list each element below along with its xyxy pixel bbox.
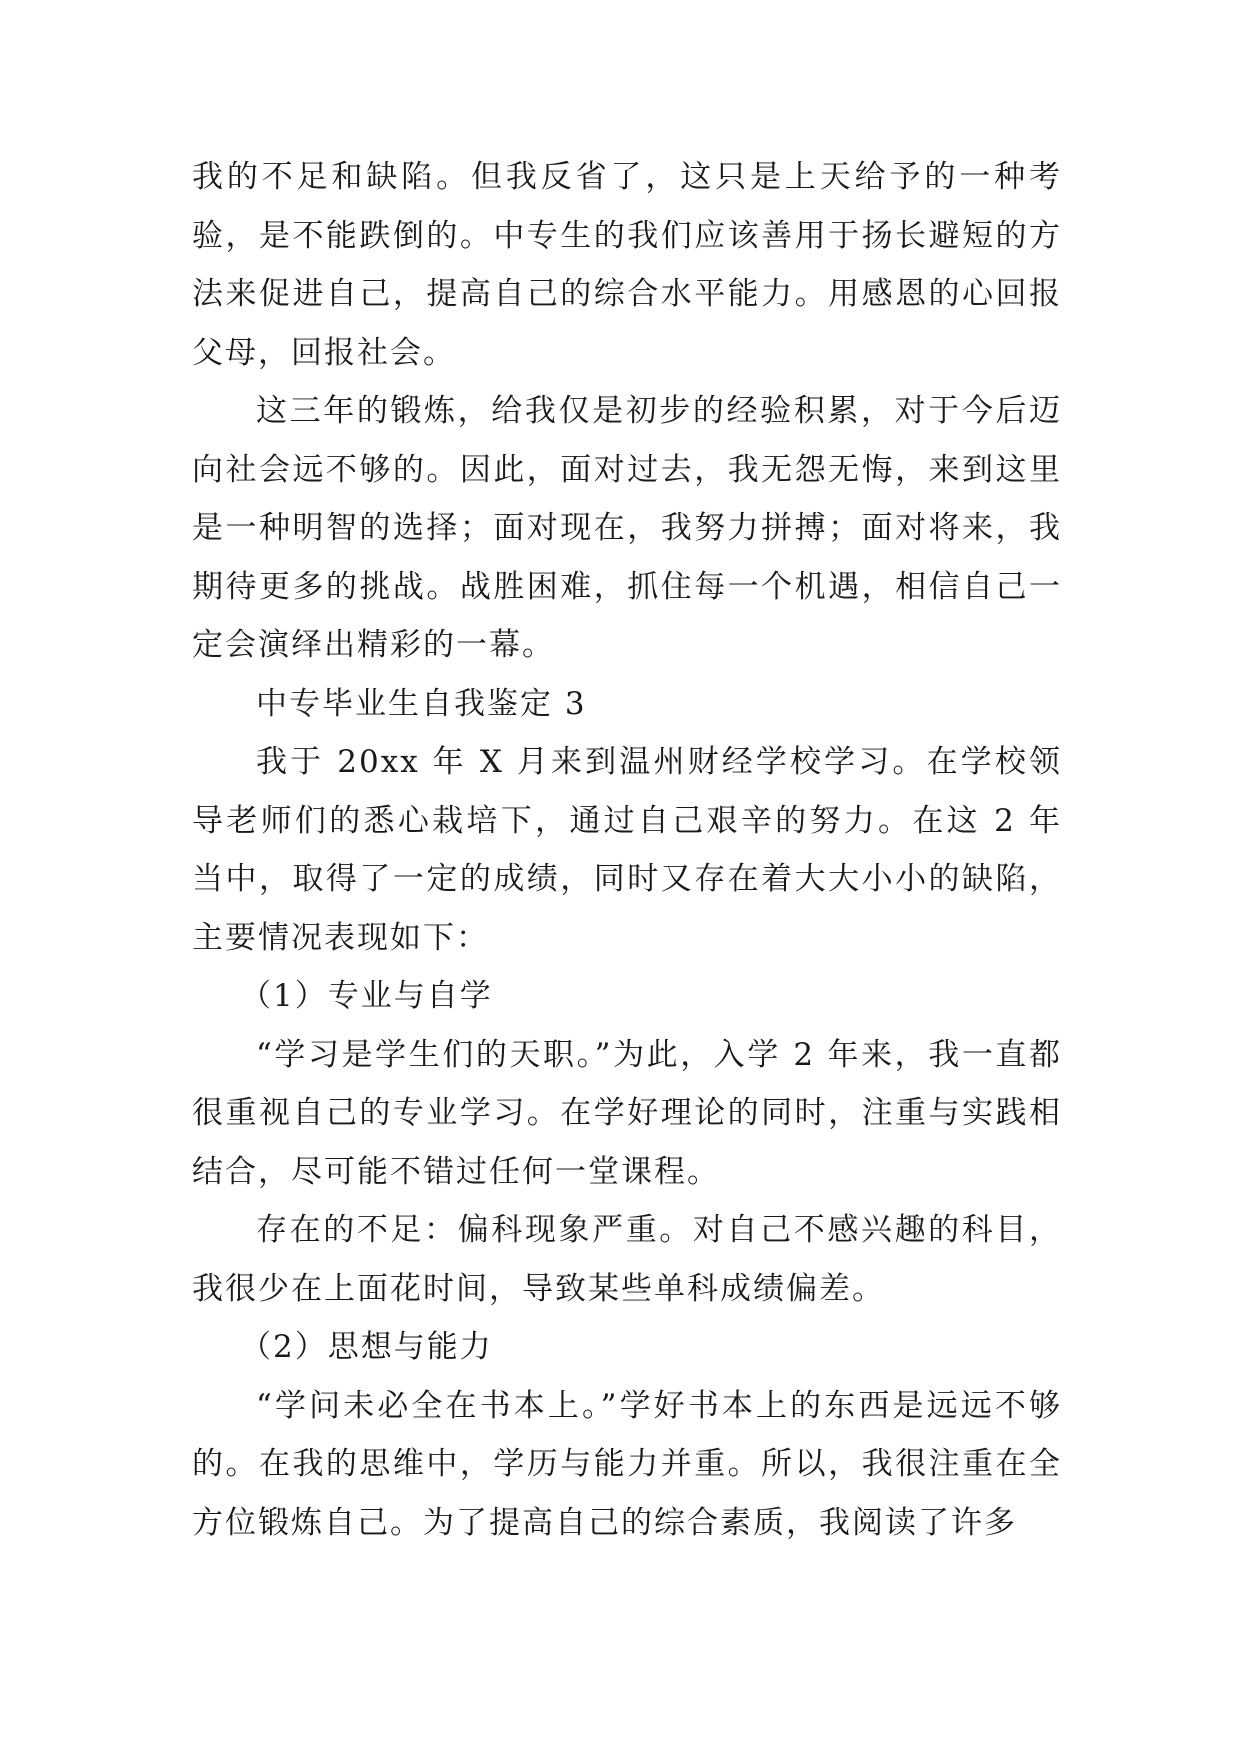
subheading-thought-ability: （2）思想与能力	[240, 1329, 493, 1365]
paragraph-continuation: 我的不足和缺陷。但我反省了，这只是上天给予的一种考验，是不能跌倒的。中专生的我们应该善用于扬长避短的方法来促进自己，提高自己的综合水平能力。用感恩的心回报父母，回报社会。	[192, 159, 1062, 371]
paragraph-knowledge: “学问未必全在书本上。”学好书本上的东西是远远不够的。在我的思维中，学历与能力并重。所以，我很注重在全方位锻炼自己。为了提高自己的综合素质，我阅读了许多	[192, 1387, 1062, 1541]
section-heading: 中专毕业生自我鉴定 3	[256, 685, 587, 722]
subheading-major-study: （1）专业与自学	[240, 978, 493, 1014]
paragraph-study: “学习是学生们的天职。”为此，入学 2 年来，我一直都很重视自己的专业学习。在学好理论的同时，注重与实践相结合，尽可能不错过任何一堂课程。	[192, 1036, 1062, 1190]
paragraph-three-years: 这三年的锻炼，给我仅是初步的经验积累，对于今后迈向社会远不够的。因此，面对过去，我无怨无悔，来到这里是一种明智的选择；面对现在，我努力拼搏；面对将来，我期待更多的挑战。战胜困难，抓住每一个机遇，相信自己一定会演绎出精彩的一幕。	[192, 393, 1062, 663]
document-body	[192, 148, 1062, 1552]
paragraph-intro: 我于 20xx 年 X 月来到温州财经学校学习。在学校领导老师们的悉心栽培下，通过自己艰辛的努力。在这 2 年当中，取得了一定的成绩，同时又存在着大大小小的缺陷，主要情况表现如下：	[192, 744, 1062, 956]
paragraph-shortcoming: 存在的不足：偏科现象严重。对自己不感兴趣的科目，我很少在上面花时间，导致某些单科成绩偏差。	[192, 1212, 1062, 1307]
